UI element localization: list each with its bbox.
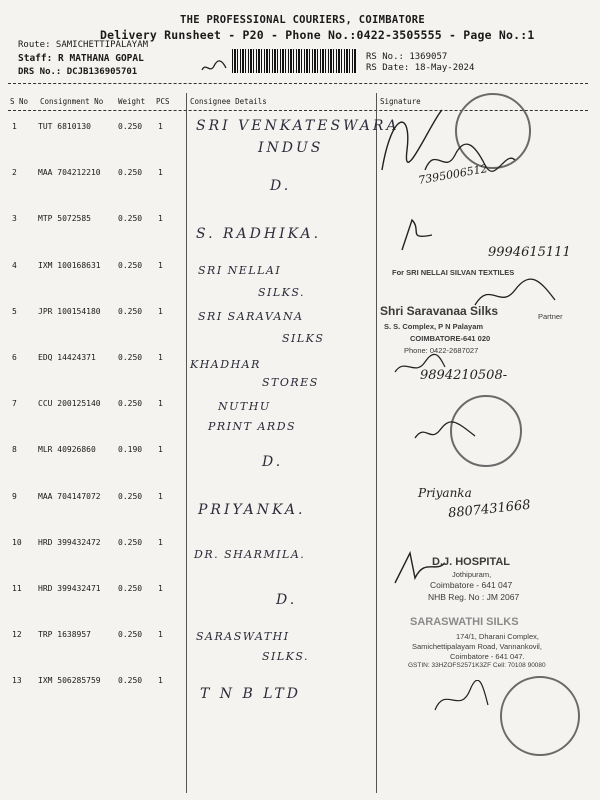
row-consignment: MAA 704147072 <box>38 492 101 501</box>
header-rule <box>8 83 588 84</box>
row-consignment: MLR 40926860 <box>38 445 96 454</box>
consignee-8: D. <box>262 454 284 470</box>
row-consignment: IXM 100168631 <box>38 261 101 270</box>
consignee-6a: KHADHAR <box>190 358 261 371</box>
row-weight: 0.250 <box>118 122 143 131</box>
consignee-10: DR. SHARMILA. <box>194 548 306 561</box>
stamp-saravana-partner: Partner <box>538 312 563 321</box>
consignee-2: D. <box>270 178 292 194</box>
row-consignment: TUT 6810130 <box>38 122 91 131</box>
consignee-7b: PRINT ARDS <box>208 420 297 433</box>
consignee-3: S. RADHIKA. <box>196 226 322 242</box>
signature-13 <box>430 680 490 720</box>
col-consignee: Consignee Details <box>190 97 267 106</box>
stamp-saravana-addr1: S. S. Complex, P N Palayam <box>384 322 484 331</box>
stamp-saraswathi-gstin: GSTIN: 33HZOFS2571K3ZF Cell: 70108 90080 <box>408 662 546 669</box>
row-pcs: 1 <box>158 353 163 362</box>
row-pcs: 1 <box>158 584 163 593</box>
row-sno: 10 <box>12 538 22 547</box>
row-pcs: 1 <box>158 214 163 223</box>
row-weight: 0.250 <box>118 538 143 547</box>
col-sno: S No <box>10 97 29 106</box>
row-pcs: 1 <box>158 492 163 501</box>
row-weight: 0.250 <box>118 492 143 501</box>
row-sno: 8 <box>12 445 17 454</box>
column-divider-signature <box>376 93 377 793</box>
row-pcs: 1 <box>158 168 163 177</box>
row-pcs: 1 <box>158 399 163 408</box>
row-weight: 0.250 <box>118 584 143 593</box>
stamp-saravana-phone: Phone: 0422-2687027 <box>404 346 479 355</box>
row-weight: 0.250 <box>118 214 143 223</box>
consignee-11: D. <box>276 592 298 608</box>
stamp-hospital-area: Jothipuram, <box>452 570 492 579</box>
round-stamp-3 <box>500 676 580 756</box>
row-pcs: 1 <box>158 307 163 316</box>
stamp-saraswathi-addr3: Coimbatore - 641 047. <box>450 652 525 661</box>
stamp-nellai: For SRI NELLAI SILVAN TEXTILES <box>392 268 515 277</box>
signature-phone-2: 7395006512 <box>417 162 489 187</box>
row-weight: 0.250 <box>118 353 143 362</box>
col-consignment: Consignment No <box>40 97 104 106</box>
signature-7 <box>410 418 480 448</box>
row-sno: 4 <box>12 261 17 270</box>
row-consignment: MAA 704212210 <box>38 168 101 177</box>
stamp-saravana-name: Shri Saravanaa Silks <box>380 304 499 318</box>
consignee-12a: SARASWATHI <box>196 630 290 643</box>
stamp-saraswathi-addr1: 174/1, Dharani Complex, <box>456 632 539 641</box>
row-weight: 0.250 <box>118 630 143 639</box>
rs-date: RS Date: 18-May-2024 <box>366 63 475 73</box>
row-sno: 11 <box>12 584 22 593</box>
row-sno: 6 <box>12 353 17 362</box>
company-name: THE PROFESSIONAL COURIERS, COIMBATORE <box>180 14 425 26</box>
drs-number: DRS No.: DCJB136905701 <box>18 67 138 77</box>
row-weight: 0.190 <box>118 445 143 454</box>
row-pcs: 1 <box>158 538 163 547</box>
row-sno: 2 <box>12 168 17 177</box>
row-weight: 0.250 <box>118 261 143 270</box>
row-weight: 0.250 <box>118 676 143 685</box>
row-weight: 0.250 <box>118 168 143 177</box>
staff-label: Staff: R MATHANA GOPAL <box>18 53 144 64</box>
barcode <box>232 49 357 73</box>
consignee-9: PRIYANKA. <box>198 502 306 518</box>
consignee-5a: SRI SARAVANA <box>198 310 304 323</box>
stamp-saraswathi-name: SARASWATHI SILKS <box>410 616 519 628</box>
row-pcs: 1 <box>158 122 163 131</box>
row-sno: 1 <box>12 122 17 131</box>
consignee-12b: SILKS. <box>262 650 310 663</box>
row-pcs: 1 <box>158 261 163 270</box>
row-pcs: 1 <box>158 676 163 685</box>
row-sno: 12 <box>12 630 22 639</box>
row-weight: 0.250 <box>118 307 143 316</box>
stamp-hospital-reg: NHB Reg. No : JM 2067 <box>428 592 520 602</box>
consignee-4a: SRI NELLAI <box>198 264 282 277</box>
row-pcs: 1 <box>158 630 163 639</box>
row-sno: 9 <box>12 492 17 501</box>
row-sno: 5 <box>12 307 17 316</box>
row-pcs: 1 <box>158 445 163 454</box>
consignee-7a: NUTHU <box>218 400 271 413</box>
row-sno: 7 <box>12 399 17 408</box>
consignee-5b: SILKS <box>282 332 325 345</box>
signature-phone-4: 9994615111 <box>488 245 571 260</box>
row-consignment: HRD 399432471 <box>38 584 101 593</box>
consignee-1a: SRI VENKATESWARA <box>196 118 400 134</box>
row-consignment: HRD 399432472 <box>38 538 101 547</box>
stamp-hospital-city: Coimbatore - 641 047 <box>430 580 513 590</box>
row-consignment: JPR 100154180 <box>38 307 101 316</box>
row-weight: 0.250 <box>118 399 143 408</box>
consignee-1b: INDUS <box>258 140 324 156</box>
rs-number: RS No.: 1369057 <box>366 52 448 62</box>
initials-scribble <box>200 58 228 76</box>
signature-3 <box>392 215 442 255</box>
col-signature: Signature <box>380 97 421 106</box>
stamp-saraswathi-addr2: Samichettipalayam Road, Vannankovil, <box>412 642 542 651</box>
signature-phone-6: 9894210508- <box>420 368 508 383</box>
column-divider-consignee <box>186 93 187 793</box>
row-sno: 3 <box>12 214 17 223</box>
runsheet-title: Delivery Runsheet - P20 - Phone No.:0422-3505555 - Page No.:1 <box>100 28 535 42</box>
consignee-6b: STORES <box>262 376 319 389</box>
consignee-4b: SILKS. <box>258 286 306 299</box>
row-consignment: MTP 5072585 <box>38 214 91 223</box>
row-consignment: EDQ 14424371 <box>38 353 96 362</box>
stamp-saravana-addr2: COIMBATORE-641 020 <box>410 334 491 343</box>
row-consignment: CCU 200125140 <box>38 399 101 408</box>
route-label: Route: SAMICHETTIPALAYAM <box>18 40 149 50</box>
row-sno: 13 <box>12 676 22 685</box>
col-weight: Weight <box>118 97 146 106</box>
signature-name-9: Priyanka <box>418 486 472 500</box>
row-consignment: IXM 506285759 <box>38 676 101 685</box>
row-consignment: TRP 1638957 <box>38 630 91 639</box>
consignee-13: T N B LTD <box>200 686 301 702</box>
col-pcs: PCS <box>156 97 170 106</box>
signature-phone-9: 8807431668 <box>447 497 532 522</box>
stamp-hospital-name: D.J. HOSPITAL <box>432 556 511 568</box>
